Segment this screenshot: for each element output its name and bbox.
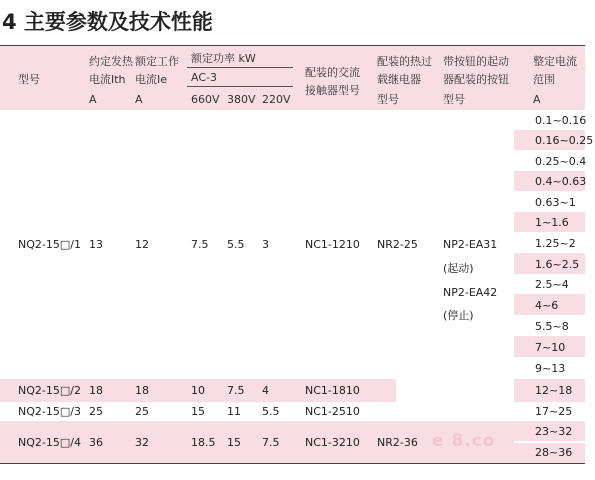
range-item: 17~25 (535, 405, 573, 418)
range-item: 0.25~0.4 (535, 155, 587, 168)
range-item: 1.6~2.5 (535, 258, 580, 271)
power-sub-rule (187, 86, 293, 87)
header-power-group: 额定功率 kW (191, 52, 256, 65)
header-model: 型号 (18, 73, 40, 86)
header-power-sub: AC-3 (191, 71, 217, 84)
cell-p220: 4 (262, 384, 269, 397)
header-ith-line1: 约定发热 (89, 55, 133, 68)
header-button-line2: 器配装的按钮 (443, 73, 509, 86)
row-band-4 (0, 421, 585, 463)
cell-model: NQ2-15□/2 (18, 384, 81, 397)
header-ie-line2: 电流Ie (135, 73, 168, 86)
cell-button-stop-note: (停止) (443, 309, 474, 322)
cell-p220: 7.5 (262, 436, 280, 449)
range-item: 1~1.6 (535, 216, 569, 229)
range-item: 5.5~8 (535, 320, 569, 333)
range-item: 1.25~2 (535, 237, 576, 250)
cell-contactor: NC1-2510 (305, 405, 360, 418)
cell-contactor: NC1-3210 (305, 436, 360, 449)
section-title: 4 主要参数及技术性能 (2, 10, 213, 34)
range-item: 2.5~4 (535, 278, 569, 291)
range-item: 23~32 (535, 425, 573, 438)
cell-button-start: NP2-EA31 (443, 238, 498, 251)
cell-p380: 11 (227, 405, 241, 418)
cell-p660: 7.5 (191, 238, 209, 251)
range-item: 0.4~0.63 (535, 175, 587, 188)
cell-relay: NR2-25 (377, 238, 418, 251)
cell-ie: 12 (135, 238, 149, 251)
header-ie-unit: A (135, 93, 143, 106)
cell-relay: NR2-36 (377, 436, 418, 449)
cell-button-start-note: (起动) (443, 262, 474, 275)
cell-p660: 10 (191, 384, 205, 397)
range-item: 0.63~1 (535, 196, 576, 209)
header-v660: 660V (191, 93, 220, 106)
cell-ith: 36 (89, 436, 103, 449)
header-contactor-line1: 配装的交流 (305, 66, 360, 79)
header-button-line3: 型号 (443, 93, 465, 106)
header-relay-line2: 载继电器 (377, 73, 421, 86)
cell-ith: 13 (89, 238, 103, 251)
range-item: 0.1~0.16 (535, 114, 587, 127)
cell-contactor: NC1-1210 (305, 238, 360, 251)
range-item: 28~36 (535, 446, 573, 459)
cell-ith: 18 (89, 384, 103, 397)
cell-p380: 7.5 (227, 384, 245, 397)
cell-ie: 32 (135, 436, 149, 449)
cell-model: NQ2-15□/1 (18, 238, 81, 251)
cell-p220: 3 (262, 238, 269, 251)
cell-p380: 5.5 (227, 238, 245, 251)
header-ith-unit: A (89, 93, 97, 106)
cell-ie: 25 (135, 405, 149, 418)
header-ie-line1: 额定工作 (135, 55, 179, 68)
header-v380: 380V (227, 93, 256, 106)
cell-p660: 18.5 (191, 436, 216, 449)
watermark: e 8.co (432, 431, 496, 451)
range-item: 0.16~0.25 (535, 134, 594, 147)
range-item: 4~6 (535, 299, 559, 312)
header-range-line2: 范围 (533, 73, 555, 86)
range-item: 9~13 (535, 362, 566, 375)
table-top-rule (0, 45, 585, 46)
header-relay-line3: 型号 (377, 93, 399, 106)
power-group-rule (187, 67, 293, 68)
range-item: 7~10 (535, 341, 566, 354)
header-range-unit: A (533, 93, 541, 106)
cell-model: NQ2-15□/3 (18, 405, 81, 418)
cell-ith: 25 (89, 405, 103, 418)
header-ith-line2: 电流Ith (89, 73, 126, 86)
cell-model: NQ2-15□/4 (18, 436, 81, 449)
cell-ie: 18 (135, 384, 149, 397)
cell-p380: 15 (227, 436, 241, 449)
range-item: 12~18 (535, 384, 573, 397)
header-relay-line1: 配装的热过 (377, 55, 432, 68)
header-range-line1: 整定电流 (533, 55, 577, 68)
header-contactor-line2: 接触器型号 (305, 84, 360, 97)
cell-contactor: NC1-1810 (305, 384, 360, 397)
header-v220: 220V (262, 93, 291, 106)
cell-button-stop: NP2-EA42 (443, 286, 498, 299)
header-button-line1: 带按钮的起动 (443, 55, 509, 68)
cell-p220: 5.5 (262, 405, 280, 418)
table-bottom-rule (0, 463, 585, 464)
cell-p660: 15 (191, 405, 205, 418)
